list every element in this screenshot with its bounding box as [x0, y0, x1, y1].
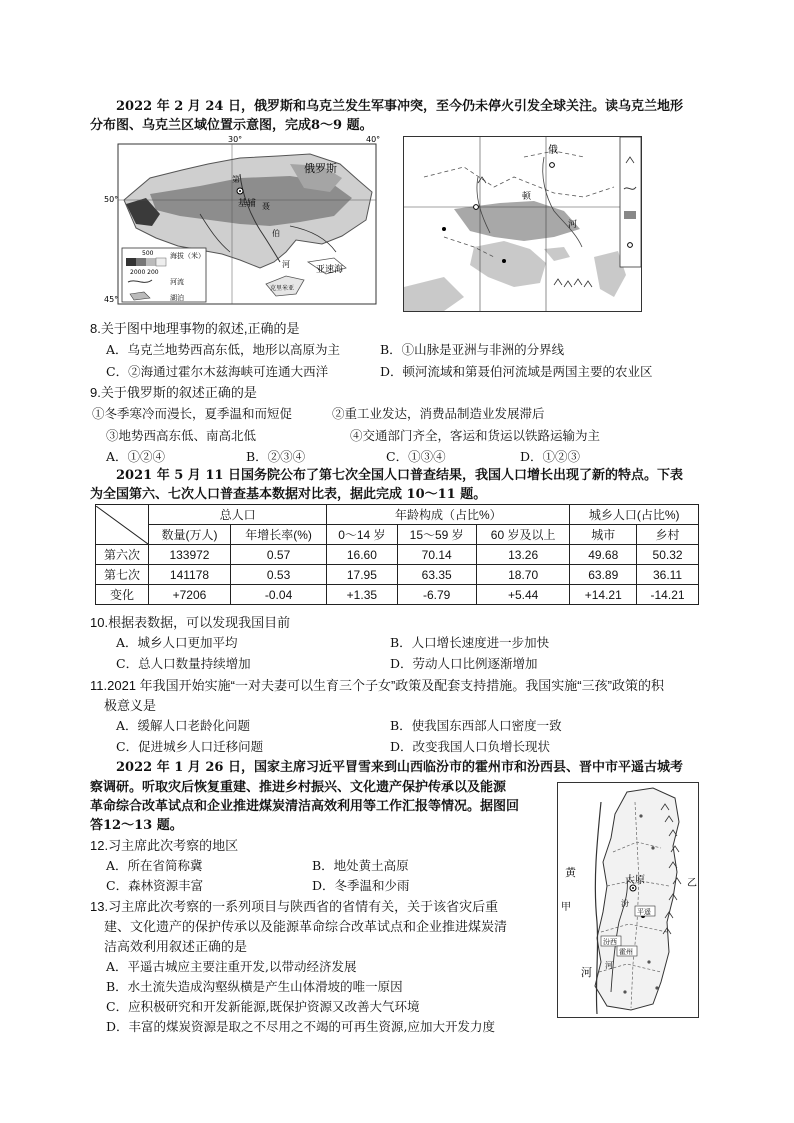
q10-option-d[interactable]: D．劳动人口比例逐渐增加 — [390, 656, 538, 671]
cell: 0.57 — [230, 545, 326, 565]
intro-shanxi-line3: 革命综合改革试点和企业推进煤炭清洁高效利用等工作汇报等情况。据图回 — [90, 799, 520, 814]
subheader: 15～59 岁 — [397, 525, 476, 545]
q9-statement-4: ④交通部门齐全，客运和货运以铁路运输为主 — [350, 428, 601, 443]
intro-ukraine-line1: 2022 年 2 月 24 日，俄罗斯和乌克兰发生军事冲突，至今仍未停火引发全球关注。读乌克兰地形 — [116, 99, 683, 114]
ukraine-region-map — [403, 136, 642, 312]
map3-pingyao: 平遥 — [637, 908, 651, 916]
map1-russia-label: 俄罗斯 — [304, 162, 337, 175]
legend-elevation-label: 海拔（米） — [170, 252, 205, 260]
q11-stem-line2: 极意义是 — [104, 698, 157, 713]
q13-option-c[interactable]: C．应积极研究和开发新能源,既保护资源又改善大气环境 — [106, 999, 420, 1014]
subheader: 数量(万人) — [149, 525, 231, 545]
map2-label-don1: 顿 — [522, 192, 532, 202]
subheader: 年增长率(%) — [230, 525, 326, 545]
q11-option-d[interactable]: D．改变我国人口负增长现状 — [390, 739, 551, 754]
row-label: 变化 — [96, 585, 149, 605]
map1-lon-40: 40° — [366, 135, 381, 144]
q10-option-a[interactable]: A．城乡人口更加平均 — [116, 635, 238, 650]
q8-option-b[interactable]: B．①山脉是亚洲与非洲的分界线 — [380, 342, 565, 357]
row-label: 第六次 — [96, 545, 149, 565]
cell: 49.68 — [570, 545, 637, 565]
map1-crimea-label: 克里米亚 — [270, 285, 295, 292]
header-total-population: 总人口 — [149, 505, 327, 525]
q11-option-b[interactable]: B．使我国东西部人口密度一致 — [390, 718, 562, 733]
legend-lake-label: 湖泊 — [170, 294, 184, 302]
q10-option-c[interactable]: C．总人口数量持续增加 — [116, 656, 251, 671]
map1-dnieper-3: 伯 — [272, 229, 280, 238]
cell: -14.21 — [637, 585, 699, 605]
table-row — [96, 565, 699, 585]
map2-label-don2: 河 — [568, 220, 578, 230]
table-row — [96, 585, 699, 605]
map3-taiyuan: 太原 — [625, 875, 645, 886]
cell: 18.70 — [476, 565, 570, 585]
subheader: 0～14 岁 — [327, 525, 397, 545]
cell: 133972 — [149, 545, 231, 565]
q8-option-c[interactable]: C．②海通过霍尔木兹海峡可连通大西洋 — [106, 364, 329, 379]
cell: +5.44 — [476, 585, 570, 605]
map2-label-e: 俄 — [548, 145, 558, 156]
intro-shanxi-line1: 2022 年 1 月 26 日，国家主席习近平冒雪来到山西临汾市的霍州市和汾西县、晋中市平遥古城考 — [116, 760, 683, 775]
header-age-structure: 年龄构成（占比%） — [327, 505, 570, 525]
q10-stem: 10.根据表数据，可以发现我国目前 — [90, 615, 291, 630]
intro-census-line2: 为全国第六、七次人口普查基本数据对比表，据此完成 10～11 题。 — [90, 487, 487, 502]
row-label: 第七次 — [96, 565, 149, 585]
q8-option-a[interactable]: A．乌克兰地势西高东低，地形以高原为主 — [106, 342, 341, 357]
shanxi-map — [557, 782, 699, 1018]
q12-option-b[interactable]: B．地处黄土高原 — [312, 858, 409, 873]
q11-stem-line1: 11.2021 年我国开始实施“一对夫妻可以生育三个子女”政策及配套支持措施。我国实施“三孩”政策的积 — [90, 678, 664, 693]
cell: -0.04 — [230, 585, 326, 605]
q13-option-d[interactable]: D．丰富的煤炭资源是取之不尽用之不竭的可再生资源,应加大开发力度 — [106, 1019, 495, 1034]
intro-shanxi-line2: 察调研。听取灾后恢复重建、推进乡村振兴、文化遗产保护传承以及能源 — [90, 780, 507, 795]
cell: 36.11 — [637, 565, 699, 585]
map3-huozhou: 霍州 — [619, 948, 633, 956]
map1-kiev-label: 基辅 — [238, 199, 257, 209]
cell: 70.14 — [397, 545, 476, 565]
map3-jia: 甲 — [561, 902, 571, 913]
subheader: 城市 — [570, 525, 637, 545]
q9-option-a[interactable]: A．①②④ — [106, 449, 166, 464]
intro-ukraine-line2: 分布图、乌克兰区域位置示意图，完成8～9 题。 — [90, 118, 373, 133]
subheader: 60 岁及以上 — [476, 525, 570, 545]
subheader: 乡村 — [637, 525, 699, 545]
legend-elev-values: 500 — [142, 250, 154, 257]
q13-option-b[interactable]: B．水土流失造成沟壑纵横是产生山体滑坡的唯一原因 — [106, 979, 403, 994]
q11-option-a[interactable]: A．缓解人口老龄化问题 — [116, 718, 251, 733]
q9-option-c[interactable]: C．①③④ — [386, 449, 446, 464]
q9-option-b[interactable]: B．②③④ — [246, 449, 306, 464]
q13-option-a[interactable]: A．平遥古城应主要注重开发,以带动经济发展 — [106, 959, 357, 974]
table-row — [96, 545, 699, 565]
q12-stem: 12.习主席此次考察的地区 — [90, 838, 239, 853]
q12-option-d[interactable]: D．冬季温和少雨 — [312, 878, 410, 893]
map1-azov-label: 亚速海 — [316, 265, 344, 275]
cell: 63.89 — [570, 565, 637, 585]
cell: 16.60 — [327, 545, 397, 565]
map3-fen: 汾 — [621, 899, 629, 908]
cell: +1.35 — [327, 585, 397, 605]
map1-dnieper-1: 第 — [232, 175, 240, 184]
map3-he: 河 — [581, 966, 592, 979]
cell: 50.32 — [637, 545, 699, 565]
map1-lat-45: 45° — [104, 295, 119, 304]
q9-statement-1: ①冬季寒冷而漫长，夏季温和而短促 — [92, 406, 293, 421]
q13-stem-line2: 建、文化遗产的保护传承以及能源革命综合改革试点和企业推进煤炭清 — [104, 919, 508, 934]
cell: 17.95 — [327, 565, 397, 585]
q11-option-c[interactable]: C．促进城乡人口迁移问题 — [116, 739, 264, 754]
q13-stem-line3: 洁高效利用叙述正确的是 — [104, 939, 248, 954]
cell: 63.35 — [397, 565, 476, 585]
intro-census-line1: 2021 年 5 月 11 日国务院公布了第七次全国人口普查结果，我国人口增长出现了新的特点。下表 — [116, 468, 683, 483]
cell: +7206 — [149, 585, 231, 605]
table-corner — [96, 505, 149, 545]
ukraine-topography-map — [90, 134, 390, 312]
q9-statement-3: ③地势西高东低、南高北低 — [106, 428, 257, 443]
map1-lon-30: 30° — [228, 135, 243, 144]
cell: +14.21 — [570, 585, 637, 605]
header-urban-rural: 城乡人口(占比%) — [570, 505, 699, 525]
q8-stem: 8.关于图中地理事物的叙述,正确的是 — [90, 321, 300, 336]
map1-dnieper-2: 聂 — [262, 202, 270, 211]
q8-option-d[interactable]: D．顿河流域和第聂伯河流域是两国主要的农业区 — [380, 364, 653, 379]
cell: 141178 — [149, 565, 231, 585]
q9-stem: 9.关于俄罗斯的叙述正确的是 — [90, 385, 257, 400]
census-table — [95, 504, 699, 605]
map3-yi: 乙 — [687, 878, 697, 889]
map1-lat-50: 50° — [104, 195, 119, 204]
legend-elev-values2: 2000 200 — [130, 269, 159, 276]
map3-huang: 黄 — [565, 866, 576, 879]
q12-option-c[interactable]: C．森林资源丰富 — [106, 878, 204, 893]
q13-stem-line1: 13.习主席此次考察的一系列项目与陕西省的省情有关，关于该省灾后重 — [90, 899, 499, 914]
cell: 0.53 — [230, 565, 326, 585]
cell: 13.26 — [476, 545, 570, 565]
map1-dnieper-4: 河 — [282, 260, 290, 269]
q10-option-b[interactable]: B．人口增长速度进一步加快 — [390, 635, 550, 650]
q12-option-a[interactable]: A．所在省简称冀 — [106, 858, 203, 873]
map3-fenxi: 汾西 — [603, 938, 617, 946]
cell: -6.79 — [397, 585, 476, 605]
intro-shanxi-line4: 答12～13 题。 — [90, 818, 183, 833]
legend-river-label: 河流 — [170, 278, 184, 286]
q9-statement-2: ②重工业发达，消费品制造业发展滞后 — [332, 406, 545, 421]
map3-he2: 河 — [605, 961, 613, 970]
q9-option-d[interactable]: D．①②③ — [520, 449, 581, 464]
